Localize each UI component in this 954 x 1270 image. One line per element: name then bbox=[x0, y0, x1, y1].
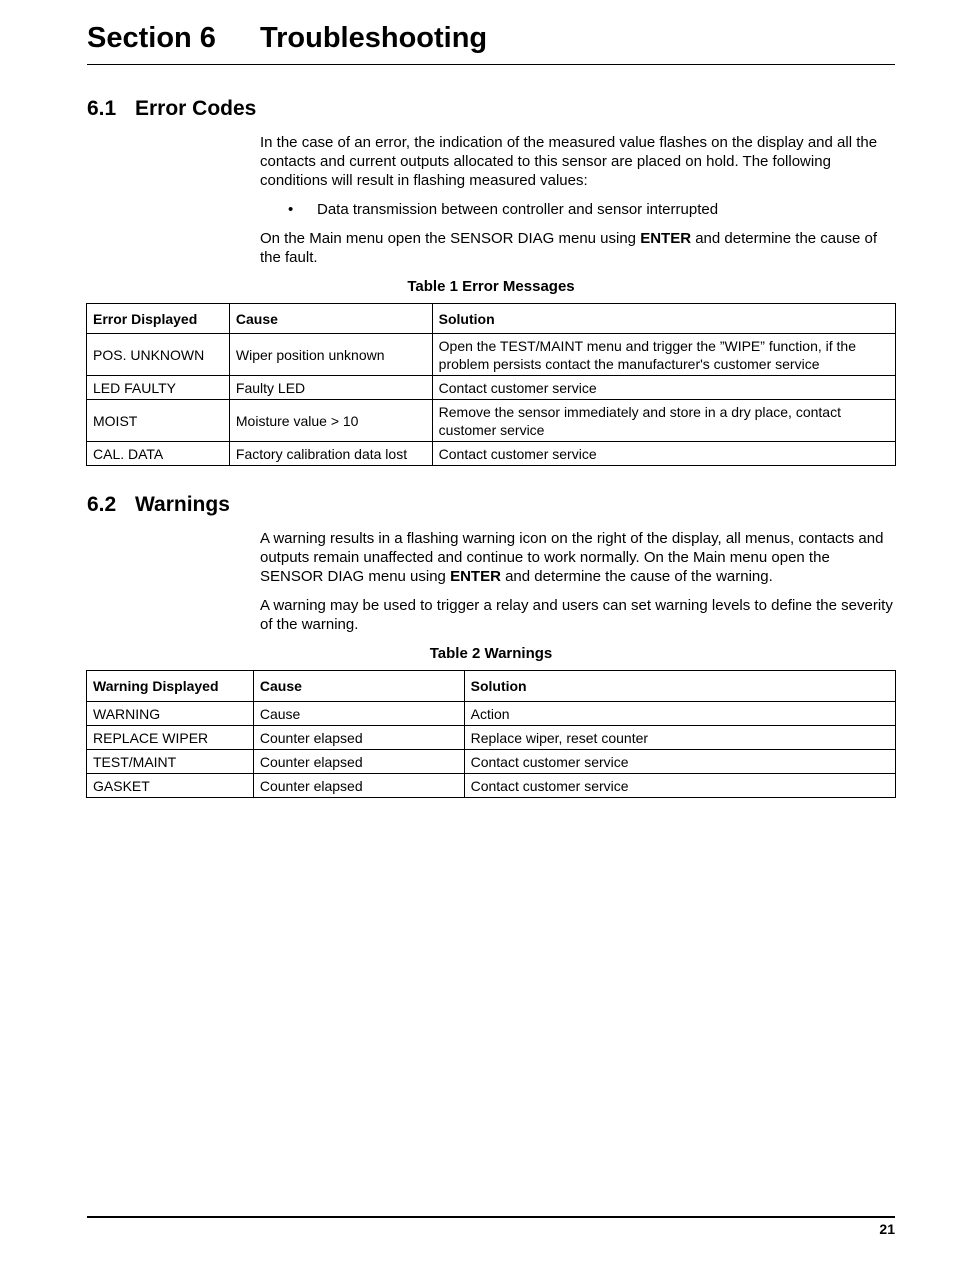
table-header-row bbox=[87, 671, 896, 702]
cell-solution: Remove the sensor immediately and store in a dry place, contact customer service bbox=[432, 400, 895, 442]
error-intro-paragraph: In the case of an error, the indication of the measured value flashes on the display and all the contacts and current outputs allocated to this sensor are placed on hold. The following conditions will result in flashing measured values: bbox=[260, 134, 878, 189]
text-run: and determine the cause of the fault. bbox=[260, 230, 878, 266]
bullet-item bbox=[288, 200, 718, 219]
table-1-caption: Table 1 Error Messages bbox=[407, 278, 575, 295]
cell-cause: Moisture value > 10 bbox=[229, 400, 432, 442]
subsection-title: Error Codes bbox=[135, 97, 257, 120]
table-row bbox=[87, 726, 896, 750]
header-cause: Cause bbox=[229, 304, 432, 334]
subsection-heading-warnings bbox=[87, 492, 230, 518]
enter-key-label: ENTER bbox=[640, 230, 692, 247]
text-run: and determine the cause of the warning. bbox=[500, 568, 773, 585]
section-title: Troubleshooting bbox=[260, 22, 488, 54]
cell-cause: Wiper position unknown bbox=[229, 334, 432, 376]
warnings-relay-paragraph: A warning may be used to trigger a relay and users can set warning levels to define the severity of the warning. bbox=[260, 597, 893, 633]
table-row bbox=[87, 400, 896, 442]
subsection-heading-error-codes bbox=[87, 96, 256, 122]
header-warning-displayed: Warning Displayed bbox=[87, 671, 254, 702]
cell-cause: Faulty LED bbox=[229, 376, 432, 400]
page-number: 21 bbox=[879, 1221, 895, 1237]
warnings-table bbox=[86, 670, 896, 798]
cell-cause: Counter elapsed bbox=[253, 774, 464, 798]
enter-key-label: ENTER bbox=[450, 568, 501, 585]
cell-warning: GASKET bbox=[87, 774, 254, 798]
subsection-title: Warnings bbox=[135, 493, 230, 516]
section-heading bbox=[87, 20, 895, 65]
cell-cause: Counter elapsed bbox=[253, 750, 464, 774]
header-error-displayed: Error Displayed bbox=[87, 304, 230, 334]
table-row bbox=[87, 376, 896, 400]
text-run: A warning results in a flashing warning icon on the right of the display, all menus, contacts and outputs remain unaffected and continue to work normally. On the Main menu open the SENSOR DIAG menu using bbox=[260, 530, 884, 585]
footer-divider bbox=[87, 1216, 895, 1218]
cell-solution: Contact customer service bbox=[432, 376, 895, 400]
cell-warning: TEST/MAINT bbox=[87, 750, 254, 774]
error-instruction-paragraph bbox=[260, 229, 896, 267]
error-messages-table bbox=[86, 303, 896, 466]
cell-solution: Replace wiper, reset counter bbox=[464, 726, 895, 750]
table-row bbox=[87, 774, 896, 798]
header-solution: Solution bbox=[432, 304, 895, 334]
warnings-intro-paragraph bbox=[260, 529, 896, 586]
cell-error: MOIST bbox=[87, 400, 230, 442]
cell-error: POS. UNKNOWN bbox=[87, 334, 230, 376]
cell-error: CAL. DATA bbox=[87, 442, 230, 466]
table-row bbox=[87, 442, 896, 466]
table-row bbox=[87, 750, 896, 774]
cell-error: LED FAULTY bbox=[87, 376, 230, 400]
cell-solution: Contact customer service bbox=[464, 774, 895, 798]
table-row bbox=[87, 702, 896, 726]
cell-warning: REPLACE WIPER bbox=[87, 726, 254, 750]
bullet-icon: • bbox=[288, 201, 294, 218]
header-solution: Solution bbox=[464, 671, 895, 702]
cell-solution: Contact customer service bbox=[464, 750, 895, 774]
cell-warning: WARNING bbox=[87, 702, 254, 726]
bullet-text: Data transmission between controller and sensor interrupted bbox=[317, 201, 719, 218]
cell-cause: Counter elapsed bbox=[253, 726, 464, 750]
cell-solution: Contact customer service bbox=[432, 442, 895, 466]
section-number: Section 6 bbox=[87, 22, 216, 54]
text-run: On the Main menu open the SENSOR DIAG menu using bbox=[260, 230, 641, 247]
subsection-number: 6.1 bbox=[87, 97, 117, 120]
table-header-row bbox=[87, 304, 896, 334]
cell-cause: Factory calibration data lost bbox=[229, 442, 432, 466]
cell-solution: Open the TEST/MAINT menu and trigger the ”WIPE” function, if the problem persists contact the manufacturer's customer service bbox=[432, 334, 895, 376]
table-2-caption: Table 2 Warnings bbox=[429, 645, 553, 662]
table-row bbox=[87, 334, 896, 376]
cell-solution: Action bbox=[464, 702, 895, 726]
subsection-number: 6.2 bbox=[87, 493, 117, 516]
cell-cause: Cause bbox=[253, 702, 464, 726]
header-cause: Cause bbox=[253, 671, 464, 702]
